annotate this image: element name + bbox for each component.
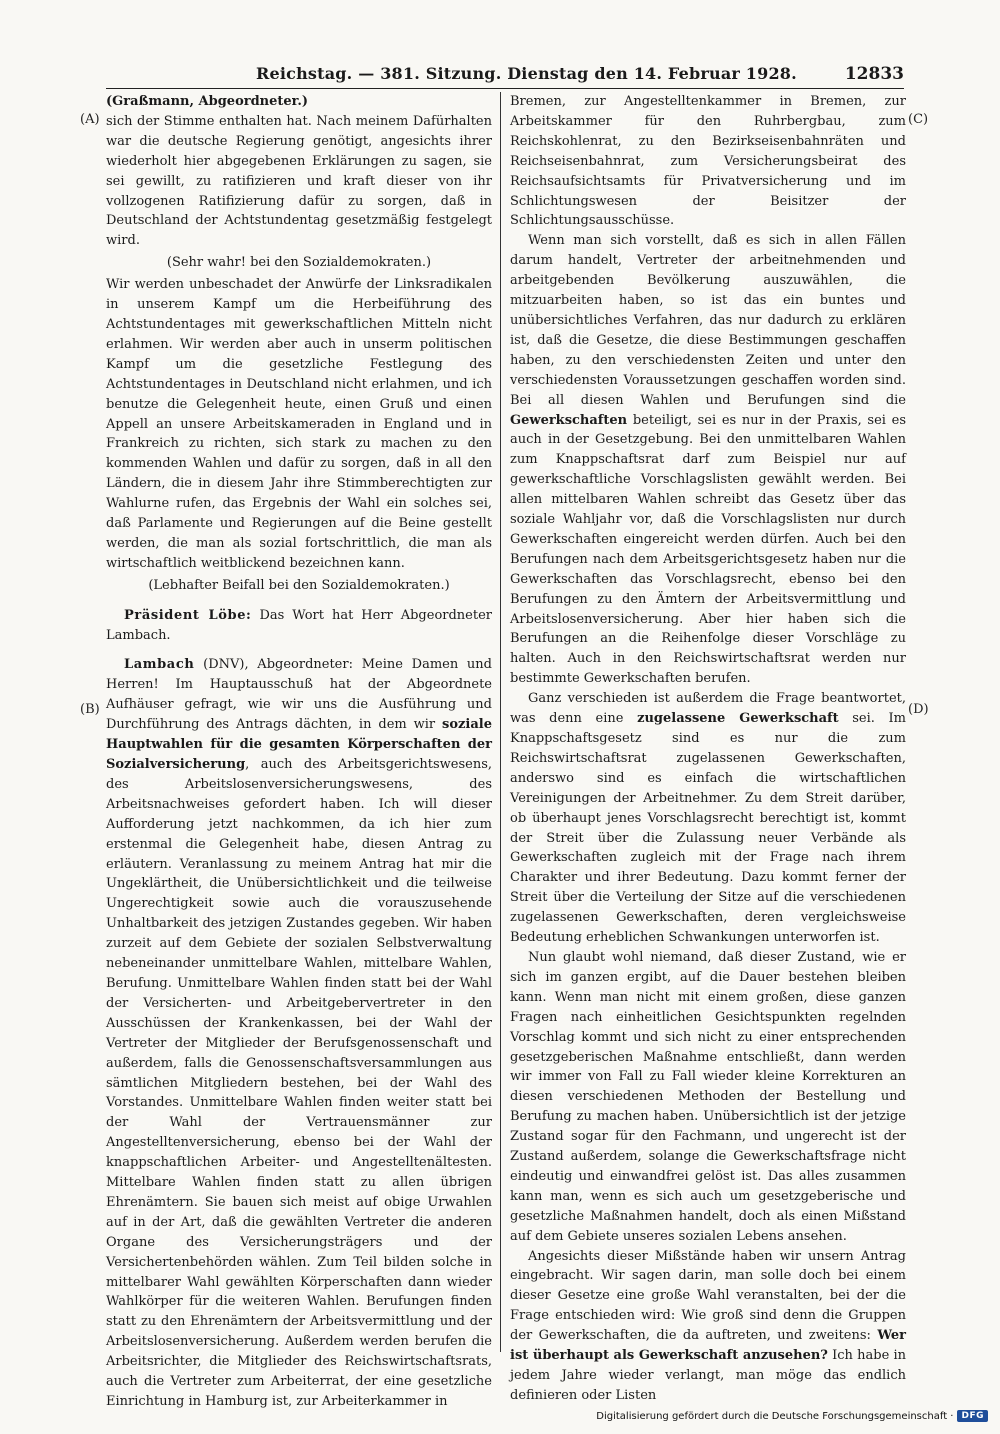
president-statement	[106, 606, 492, 646]
paragraph: Nun glaubt wohl niemand, daß dieser Zustand, wie er sich im ganzen ergibt, auf die Dauer bestehen bleiben kann. Wenn man nicht mit einem großen, diese ganzen Fragen nach einheitlichen Gesichtspunkten regelnden Vorschlag kommt und sich nicht zu einer entsprechenden gesetzgeberischen Maßnahme entschließt, dann werden wir immer von Fall zu Fall wieder kleine Korrekturen an diesen verschiedenen Methoden der Bestellung und Berufung zu machen haben. Unübersichtlich ist der jetzige Zustand sogar für den Fachmann, und ungerecht ist der Zustand außerdem, solange die Gewerkschaftsfrage nicht eindeutig und einwandfrei gelöst ist. Das alles zusammen kann man, wenn es sich auch um gesetzgeberische und gesetzliche Maßnahmen handelt, doch als einen Mißstand auf dem Gebiete unseres sozialen Lebens ansehen.	[510, 949, 906, 1244]
paragraph: Bremen, zur Angestelltenkammer in Bremen, zur Arbeitskammer für den Ruhrbergbau, zum Reichskohlenrat, zu den Bezirkseisenbahnräten und Reichseisenbahnrat, zum Versicherungsbeirat des Reichsaufsichtsamts für Privatversicherung und im Schlichtungswesen der Beisitzer der Schlichtungsausschüsse.	[510, 94, 906, 229]
text-run: sei. Im Knappschaftsgesetz sind es nur die zum Reichswirtschaftsrat zugelassenen Gewerkschaften, anderswo sind es einfach die wirtschaftlichen Vereinigungen der Arbeitnehmer. Zu dem Streit darüber, ob überhaupt jenes Vorschlagsrecht berechtigt ist, kommt der Streit über die Zulassung neuer Verbände als Gewerkschaften zugleich mit der Frage nach ihrem Charakter und ihrer Bedeutung. Dazu kommt ferner der Streit über die Verteilung der Sitze auf die verschiedenen zugelassenen Gewerkschaften, deren vergleichsweise Bedeutung erheblichen Schwankungen unterworfen ist.	[510, 711, 906, 946]
speaker-continuation: (Graßmann, Abgeordneter.)	[106, 94, 309, 109]
column-divider	[500, 92, 501, 1352]
emphasis: Gewerkschaften	[510, 412, 628, 428]
speech-lambach	[106, 655, 492, 1411]
interjection: (Lebhafter Beifall bei den Sozialdemokraten.)	[148, 577, 450, 593]
margin-mark-c: (C)	[908, 112, 929, 127]
paragraph	[510, 1247, 906, 1406]
interjection: (Sehr wahr! bei den Sozialdemokraten.)	[166, 255, 432, 271]
president-name: Präsident Löbe:	[124, 607, 252, 623]
speaker-name: Lambach	[124, 657, 195, 673]
margin-mark-d: (D)	[908, 702, 929, 717]
footer-credit	[596, 1410, 988, 1422]
dfg-logo: DFG	[957, 1410, 988, 1422]
page-number: 12833	[844, 64, 904, 84]
paragraph	[510, 231, 906, 689]
footer-text: Digitalisierung gefördert durch die Deutsche Forschungsgemeinschaft ·	[596, 1410, 954, 1422]
president-text: Das Wort hat Herr Abgeordneter Lambach.	[106, 607, 493, 643]
emphasis: zugelassene Gewerkschaft	[637, 711, 839, 727]
paragraph	[510, 689, 906, 948]
text-run: beteiligt, sei es nur in der Praxis, sei es auch in der Gesetzgebung. Bei den unmittelbaren Wahlen zum Knappschaftsrat darf zum Beispiel nur auf gewerkschaftliche Vorschlagslisten gewählt werden. Bei allen mittelbaren Wahlen schreibt das Gesetz über das soziale Wahljahr vor, daß die Vorschlagslisten nur durch Gewerkschaften eingereicht werden dürfen. Auch bei den Berufungen nach dem Arbeitsgerichtsgesetz haben nur die Gewerkschaften das Vorschlagsrecht, ebenso bei den Berufungen zu den Ämtern der Arbeitsvermittlung und Arbeitslosenversicherung. Aber hier haben sich die Berufungen an die Reihenfolge dieser Vorschläge zu halten. Auch in den Reichswirtschaftsrat werden nur bestimmte Gewerkschaften berufen.	[510, 412, 906, 687]
left-column	[106, 92, 493, 1409]
text-run: Angesichts dieser Mißstände haben wir unsern Antrag eingebracht. Wir sagen darin, man solle doch bei einem dieser Gesetze eine große Wahl veranstalten, bei der die Frage entschieden wird: Wie groß sind denn die Gruppen der Gewerkschaften, die da auftreten, und zweitens:	[510, 1248, 906, 1344]
speech-text: , auch des Arbeitsgerichtswesens, des Arbeitslosenversicherungswesens, des Arbeitsnachweises gefordert haben. Ich will dieser Aufforderung jetzt nachkommen, da ich hier zum erstenmal die Gelegenheit habe, diesen Antrag zu erläutern. Veranlassung zu meinem Antrag hat mir die Ungeklärtheit, die Unübersichtlichkeit und die teilweise Ungerechtigkeit sowie auch die vorauszusehende Unhaltbarkeit des jetzigen Zustandes gegeben. Wir haben zurzeit auf dem Gebiete der sozialen Selbstverwaltung nebeneinander unmittelbare Wahlen, mittelbare Wahlen, Berufung. Unmittelbare Wahlen finden statt bei der Wahl der Versicherten- und Arbeitgebervertreter in den Ausschüssen der Krankenkassen, bei der Wahl der Vertreter der Mitglieder der Berufsgenossenschaft und außerdem, falls die Genossenschaftsversammlungen aus sämtlichen Mitgliedern bestehen, bei der Wahl des Vorstandes. Unmittelbare Wahlen finden weiter statt bei der Wahl der Vertrauensmänner zur Angestelltenversicherung, ebenso bei der Wahl der knappschaftlichen Arbeiter- und Angestelltenältesten. Mittelbare Wahlen finden statt zu allen übrigen Ehrenämtern. Sie bauen sich meist auf obige Urwahlen auf in der Art, daß die gewählten Vertreter die anderen Organe des Versicherungsträgers und der Versichertenbehörden wählen. Zum Teil bilden solche in mittelbarer Wahl gewählten Körperschaften dann wieder Wahlkörper für die weiteren Wahlen. Berufungen finden statt zu den Ehrenämtern der Arbeitsvermittlung und der Arbeitslosenversicherung. Außerdem werden berufen die Arbeitsrichter, die Mitglieder des Reichswirtschaftsrats, auch die Vertreter zum Arbeiterrat, der eine gesetzliche Einrichtung in Hamburg ist, zur Arbeiterkammer in	[106, 757, 492, 1409]
paragraph: Wir werden unbeschadet der Anwürfe der Linksradikalen in unserem Kampf um die Herbeiführung des Achtstundentages mit gewerkschaftlichen Mitteln nicht erlahmen. Wir werden aber auch in unserm politischen Kampf um die gesetzliche Festlegung des Achtstundentages in Deutschland nicht erlahmen, und ich benutze die Gelegenheit heute, einen Gruß und einen Appell an unsere Arbeitskameraden in England und in Frankreich zu richten, sich stark zu machen zu den kommenden Wahlen und dafür zu sorgen, daß in all den Ländern, die in diesem Jahr ihre Stimmberechtigten zur Wahlurne rufen, das Ergebnis der Wahl ein solches sei, daß Parlamente und Regierungen auf die Beine gestellt werden, die man als sozial fortschrittlich, die man als wirtschaftlich weitblickend bezeichnen kann.	[106, 277, 492, 571]
emphasis: Wer ist überhaupt als Gewerkschaft anzusehen?	[510, 1328, 906, 1364]
running-title: Reichstag. — 381. Sitzung. Dienstag den 14. Februar 1928.	[256, 64, 797, 83]
paragraph: sich der Stimme enthalten hat. Nach meinem Dafürhalten war die deutsche Regierung genötigt, angesichts ihrer wiederholt hier abgegebenen Erklärungen zu sagen, sie sei gewillt, zu ratifizieren und kraft dieser von ihr vollzogenen Ratifizierung dafür zu sorgen, daß in Deutschland der Achtstundentag gesetzmäßig festgelegt wird.	[106, 113, 492, 249]
text-run: Ganz verschieden ist außerdem die Frage beantwortet, was denn eine	[510, 691, 906, 727]
speech-emphasis: soziale Hauptwahlen für die gesamten Körperschaften der Sozialversicherung	[106, 717, 492, 772]
text-run: Wenn man sich vorstellt, daß es sich in allen Fällen darum handelt, Vertreter der arbeitnehmenden und arbeitgebenden Bevölkerung auszuwählen, die mitzuarbeiten haben, so ist das ein buntes und unübersichtliches Verfahren, das nur dadurch zu erklären ist, daß die Gesetze, die diese Bestimmungen geschaffen haben, zu den verschiedensten Zeiten und unter den verschiedensten Voraussetzungen geschaffen worden sind. Bei all diesen Wahlen und Berufungen sind die	[510, 233, 906, 408]
right-column	[510, 92, 906, 1403]
margin-mark-a: (A)	[80, 112, 100, 127]
margin-mark-b: (B)	[80, 702, 100, 717]
text-run: Ich habe in jedem Jahre wieder verlangt, man möge das endlich definieren oder Listen	[510, 1348, 906, 1403]
speech-intro: (DNV), Abgeordneter: Meine Damen und Herren! Im Hauptausschuß hat der Abgeordnete Aufhäuser gefragt, wie wir uns die Ausführung und Durchführung des Antrags dächten, in dem wir	[106, 657, 492, 733]
page-header	[106, 64, 904, 89]
